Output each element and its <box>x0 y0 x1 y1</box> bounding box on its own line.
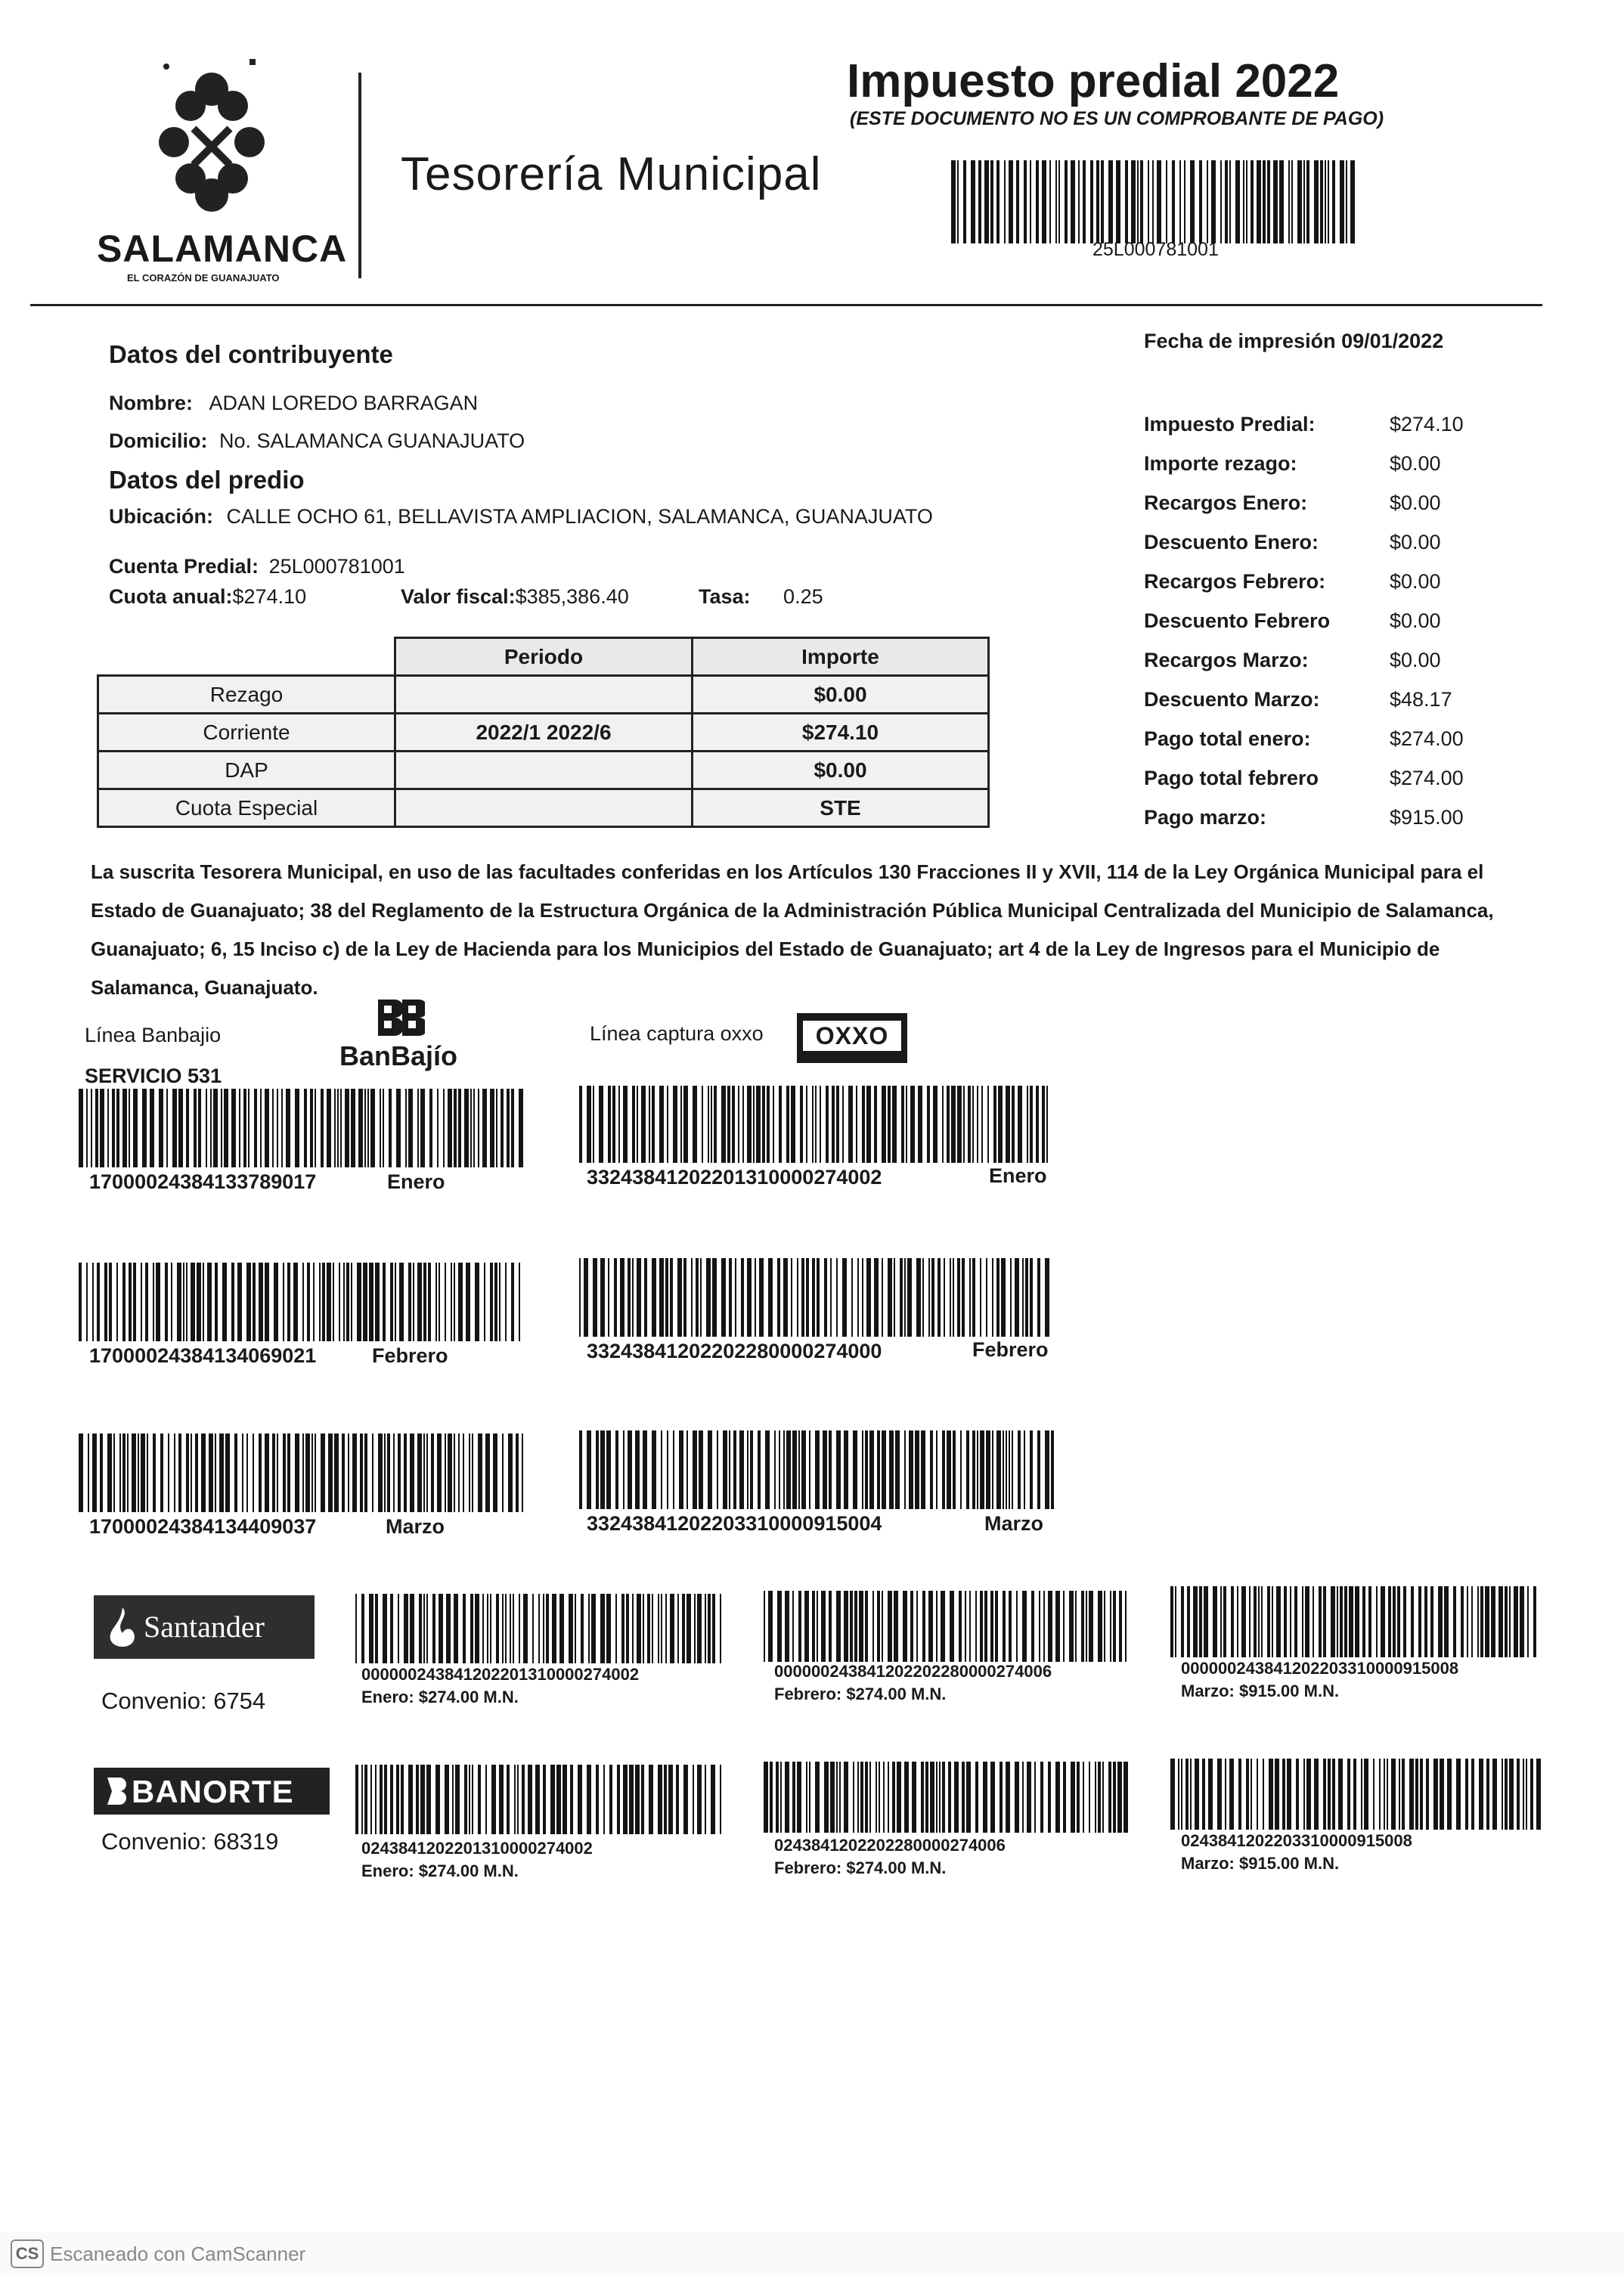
period-cell <box>395 789 693 827</box>
oxxo-barcode-marzo <box>579 1430 1054 1509</box>
summary-label: Recargos Marzo: <box>1144 649 1309 671</box>
santander-logo-text: Santander <box>144 1610 265 1644</box>
org-name: SALAMANCA <box>97 228 348 270</box>
salamanca-emblem-icon <box>144 59 280 225</box>
oxxo-logo-text: OXXO <box>803 1021 901 1051</box>
banorte-logo <box>94 1768 330 1815</box>
barcode-graphic <box>79 1089 525 1167</box>
summary-row <box>1144 688 1469 711</box>
summary-value: $0.00 <box>1390 491 1441 514</box>
org-tagline: EL CORAZÓN DE GUANAJUATO <box>127 272 280 284</box>
document-barcode <box>951 160 1359 243</box>
summary-value: $0.00 <box>1390 649 1441 671</box>
banorte-barcode-marzo <box>1170 1759 1541 1830</box>
address-value: No. SALAMANCA GUANAJUATO <box>219 429 525 452</box>
document-title: Impuesto predial 2022 <box>847 55 1340 107</box>
summary-row <box>1144 649 1469 672</box>
camscanner-text: Escaneado con CamScanner <box>50 2242 306 2265</box>
concept-cell: DAP <box>98 752 395 789</box>
location-label: Ubicación: <box>109 505 214 528</box>
banorte-amount-marzo: Marzo: $915.00 M.N. <box>1181 1854 1340 1873</box>
summary-label: Recargos Enero: <box>1144 491 1308 514</box>
summary-value: $915.00 <box>1390 806 1464 829</box>
concept-cell: Corriente <box>98 714 395 752</box>
property-rate-row <box>699 585 823 609</box>
barcode-graphic <box>79 1263 525 1341</box>
document-subtitle: (ESTE DOCUMENTO NO ES UN COMPROBANTE DE PAGO) <box>850 108 1384 129</box>
banbajio-logo-text: BanBajío <box>339 1040 458 1071</box>
account-value: 25L000781001 <box>268 555 405 578</box>
name-label: Nombre: <box>109 392 194 414</box>
summary-value: $48.17 <box>1390 688 1452 711</box>
barcode-graphic <box>579 1258 1054 1337</box>
scanner-footer <box>0 2232 1624 2275</box>
banbajio-line-label: Línea Banbajio <box>85 1024 222 1046</box>
barcode-graphic <box>355 1765 724 1834</box>
barcode-graphic <box>579 1430 1054 1509</box>
print-date: Fecha de impresión 09/01/2022 <box>1144 330 1444 352</box>
period-cell <box>395 676 693 714</box>
banbajio-barcode-marzo <box>79 1433 525 1512</box>
banbajio-month-febrero: Febrero <box>372 1344 448 1367</box>
taxpayer-name-row <box>109 392 478 415</box>
banbajio-code-enero: 17000024384133789017 <box>89 1170 317 1193</box>
property-location-row <box>109 505 933 528</box>
santander-code-febrero: 000000243841202202280000274006 <box>774 1662 1052 1681</box>
santander-barcode-febrero <box>764 1591 1133 1662</box>
summary-row <box>1144 767 1469 790</box>
summary-value: $274.00 <box>1390 727 1464 750</box>
property-section-title: Datos del predio <box>109 466 305 494</box>
annual-value: $274.10 <box>232 585 307 608</box>
barcode-graphic <box>951 160 1359 243</box>
summary-label: Descuento Marzo: <box>1144 688 1320 711</box>
table-row <box>98 714 989 752</box>
legal-paragraph: La suscrita Tesorera Municipal, en uso de las facultades conferidas en los Artículos 130 Fracciones II y XVII, 114 de la Ley Orgánica Municipal para el Estado de Guanajuato; 38 del Reglamento de la Estructura Orgánica de la Administración Pública Municipal Centralizada del Municipio de Salamanca, Guanajuato; 6, 15 Inciso c) de la Ley de Hacienda para los Municipios del Estado de Guanajuato; art 4 de la Ley de Ingresos para el Municipio de Salamanca, Guanajuato. <box>91 860 1494 999</box>
fiscal-label: Valor fiscal: <box>401 585 516 608</box>
property-account-row <box>109 555 405 578</box>
banorte-barcode-enero <box>355 1765 724 1834</box>
account-label: Cuenta Predial: <box>109 555 259 578</box>
summary-row <box>1144 531 1469 554</box>
location-value: CALLE OCHO 61, BELLAVISTA AMPLIACION, SALAMANCA, GUANAJUATO <box>226 505 933 528</box>
summary-row <box>1144 570 1469 594</box>
santander-code-marzo: 000000243841202203310000915008 <box>1181 1659 1459 1678</box>
property-annual-row <box>109 585 306 609</box>
banbajio-icon <box>372 996 425 1039</box>
oxxo-code-marzo: 33243841202203310000915004 <box>587 1512 882 1535</box>
oxxo-month-enero: Enero <box>989 1164 1047 1187</box>
summary-row <box>1144 452 1469 476</box>
address-label: Domicilio: <box>109 429 208 452</box>
rate-label: Tasa: <box>699 585 751 608</box>
period-table-header <box>98 638 989 676</box>
municipal-logo <box>144 59 280 225</box>
concept-cell: Rezago <box>98 676 395 714</box>
summary-row <box>1144 727 1469 751</box>
santander-flame-icon <box>104 1606 141 1648</box>
header-rule <box>30 304 1542 306</box>
oxxo-barcode-febrero <box>579 1258 1054 1337</box>
banbajio-barcode-febrero <box>79 1263 525 1341</box>
santander-amount-marzo: Marzo: $915.00 M.N. <box>1181 1681 1340 1700</box>
table-row <box>98 789 989 827</box>
summary-value: $0.00 <box>1390 531 1441 553</box>
summary-label: Recargos Febrero: <box>1144 570 1326 593</box>
oxxo-code-febrero: 33243841202202280000274000 <box>587 1340 882 1362</box>
summary-label: Pago total febrero <box>1144 767 1319 789</box>
property-fiscal-row <box>401 585 629 609</box>
summary-value: $0.00 <box>1390 452 1441 475</box>
amount-cell: $0.00 <box>693 676 989 714</box>
santander-barcode-enero <box>355 1594 724 1663</box>
rate-value: 0.25 <box>783 585 823 608</box>
banorte-amount-febrero: Febrero: $274.00 M.N. <box>774 1858 947 1877</box>
summary-value: $274.10 <box>1390 413 1464 435</box>
oxxo-code-enero: 33243841202201310000274002 <box>587 1166 882 1189</box>
banorte-code-febrero: 0243841202202280000274006 <box>774 1836 1006 1855</box>
oxxo-month-febrero: Febrero <box>972 1338 1049 1361</box>
banbajio-service: SERVICIO 531 <box>85 1065 222 1087</box>
barcode-graphic <box>764 1762 1133 1833</box>
summary-label: Pago marzo: <box>1144 806 1267 829</box>
summary-label: Impuesto Predial: <box>1144 413 1316 435</box>
period-table <box>97 637 990 828</box>
banbajio-month-enero: Enero <box>387 1170 445 1193</box>
taxpayer-section-title: Datos del contribuyente <box>109 340 393 368</box>
santander-amount-enero: Enero: $274.00 M.N. <box>361 1688 519 1706</box>
banorte-code-enero: 024384120220131000027400​2 <box>361 1839 593 1858</box>
banbajio-barcode-enero <box>79 1089 525 1167</box>
summary-value: $274.00 <box>1390 767 1464 789</box>
oxxo-logo <box>797 1013 907 1063</box>
banorte-code-marzo: 0243841202203310000915008 <box>1181 1831 1412 1850</box>
oxxo-barcode-enero <box>579 1086 1054 1163</box>
summary-row <box>1144 491 1469 515</box>
oxxo-month-marzo: Marzo <box>984 1512 1044 1535</box>
summary-row <box>1144 413 1469 436</box>
banorte-icon <box>100 1774 130 1808</box>
amount-cell: $274.10 <box>693 714 989 752</box>
banorte-logo-text: BANORTE <box>132 1774 294 1809</box>
period-cell: 2022/1 2022/6 <box>395 714 693 752</box>
banbajio-logo <box>327 996 470 1080</box>
fiscal-value: $385,386.40 <box>515 585 629 608</box>
barcode-graphic <box>579 1086 1054 1163</box>
oxxo-line-label: Línea captura oxxo <box>590 1022 764 1045</box>
barcode-graphic <box>355 1594 724 1663</box>
banbajio-code-marzo: 17000024384134409037 <box>89 1515 317 1538</box>
banorte-convenio: Convenio: 68319 <box>101 1828 279 1855</box>
barcode-graphic <box>1170 1586 1541 1657</box>
summary-value: $0.00 <box>1390 570 1441 593</box>
amount-cell: STE <box>693 789 989 827</box>
summary-row <box>1144 609 1469 633</box>
table-row <box>98 676 989 714</box>
santander-amount-febrero: Febrero: $274.00 M.N. <box>774 1685 947 1703</box>
summary-row <box>1144 806 1469 829</box>
concept-cell: Cuota Especial <box>98 789 395 827</box>
barcode-graphic <box>79 1433 525 1512</box>
barcode-graphic <box>764 1591 1133 1662</box>
summary-value: $0.00 <box>1390 609 1441 632</box>
summary-label: Importe rezago: <box>1144 452 1297 475</box>
banbajio-code-febrero: 17000024384134069021 <box>89 1344 317 1367</box>
period-cell <box>395 752 693 789</box>
santander-code-enero: 00000024384120220131000027400​2 <box>361 1665 640 1684</box>
camscanner-badge: CS <box>11 2239 44 2268</box>
name-value: ADAN LOREDO BARRAGAN <box>209 392 479 414</box>
annual-label: Cuota anual: <box>109 585 233 608</box>
header-cell-period: Periodo <box>395 638 693 676</box>
header-cell-blank <box>98 638 395 676</box>
santander-convenio: Convenio: 6754 <box>101 1688 266 1714</box>
summary-label: Descuento Febrero <box>1144 609 1331 632</box>
summary-label: Pago total enero: <box>1144 727 1311 750</box>
amount-cell: $0.00 <box>693 752 989 789</box>
taxpayer-address-row <box>109 429 525 453</box>
table-row <box>98 752 989 789</box>
document-number: 25L000781001 <box>1092 239 1219 260</box>
barcode-graphic <box>1170 1759 1541 1830</box>
banorte-amount-enero: Enero: $274.00 M.N. <box>361 1861 519 1880</box>
summary-label: Descuento Enero: <box>1144 531 1319 553</box>
banorte-barcode-febrero <box>764 1762 1133 1833</box>
header-cell-amount: Importe <box>693 638 989 676</box>
header-divider <box>358 73 361 278</box>
santander-logo <box>94 1595 315 1659</box>
department-name: Tesorería Municipal <box>401 148 822 200</box>
banbajio-month-marzo: Marzo <box>386 1515 445 1538</box>
santander-barcode-marzo <box>1170 1586 1541 1657</box>
